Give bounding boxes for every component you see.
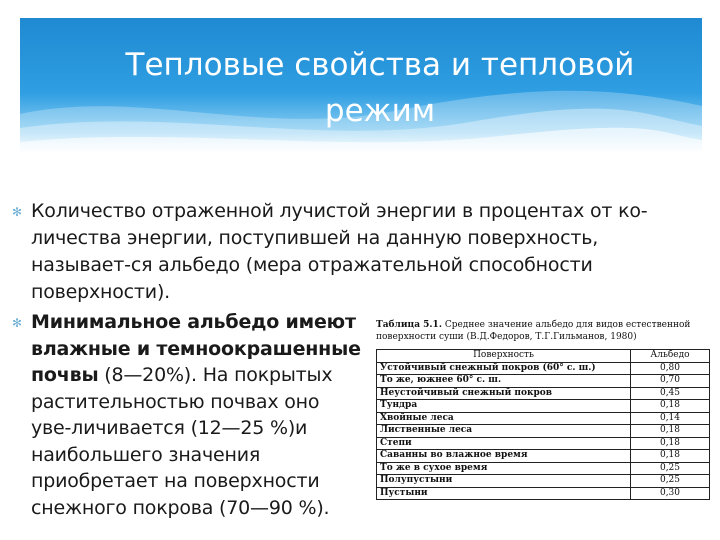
cell-albedo: 0,80: [631, 362, 710, 375]
cell-surface: То же, южнее 60° с. ш.: [377, 375, 631, 388]
table-row: [377, 450, 710, 463]
cell-albedo: 0,45: [631, 387, 710, 400]
cell-albedo: 0,18: [631, 425, 710, 438]
table-row: [377, 362, 710, 375]
header-albedo: Альбедо: [631, 350, 710, 363]
cell-albedo: 0,18: [631, 400, 710, 413]
cell-surface: Саванны во влажное время: [377, 450, 631, 463]
paragraph-min-albedo: [31, 309, 361, 521]
cell-surface: Лиственные леса: [377, 425, 631, 438]
bullet-icon: ✻: [12, 205, 23, 219]
cell-surface: Хвойные леса: [377, 412, 631, 425]
table-row: [377, 475, 710, 488]
cell-surface: Тундра: [377, 400, 631, 413]
paragraph-albedo-definition: Количество отраженной лучистой энергии в процентах от ко-личества энергии, поступившей на данную поверхность, называет-ся альбедо (мера отражательной способности поверхности).: [31, 200, 648, 303]
table-row: [377, 375, 710, 388]
cell-surface: Полупустыни: [377, 475, 631, 488]
table-row: [377, 412, 710, 425]
title-banner: [20, 18, 702, 154]
table-row: [377, 487, 710, 500]
cell-albedo: 0,25: [631, 462, 710, 475]
cell-surface: То же в сухое время: [377, 462, 631, 475]
slide-title: Тепловые свойства и тепловой режим: [125, 47, 635, 129]
cell-albedo: 0,30: [631, 487, 710, 500]
cell-albedo: 0,70: [631, 375, 710, 388]
cell-surface: Степи: [377, 437, 631, 450]
table-row: [377, 425, 710, 438]
cell-surface: Пустыни: [377, 487, 631, 500]
table-row: [377, 400, 710, 413]
cell-surface: Устойчивый снежный покров (60° с. ш.): [377, 362, 631, 375]
header-surface: Поверхность: [377, 350, 631, 363]
cell-albedo: 0,25: [631, 475, 710, 488]
table-row: [377, 437, 710, 450]
cell-albedo: 0,18: [631, 437, 710, 450]
table-caption: [376, 319, 710, 343]
bullet-icon: ✻: [12, 316, 23, 330]
paragraph-rest: (8—20%). На покрытых растительностью почвах оно уве-личивается (12—25 %)и наибольшего значения приобретает на поверхности снежного покрова (70—90 %).: [31, 364, 333, 519]
cell-albedo: 0,14: [631, 412, 710, 425]
table-caption-text: Среднее значение альбедо для видов естественной поверхности суши (В.Д.Федоров, Т.Г.Гильманов, 1980): [376, 320, 691, 342]
table-header-row: [377, 350, 710, 363]
table-row: [377, 462, 710, 475]
cell-albedo: 0,18: [631, 450, 710, 463]
cell-surface: Неустойчивый снежный покров: [377, 387, 631, 400]
albedo-table: [376, 349, 710, 500]
table-row: [377, 387, 710, 400]
table-number: Таблица 5.1.: [376, 320, 442, 330]
paragraph-bold-lead: Минимальное альбедо имеют влажные и темноокрашенные почвы: [31, 311, 361, 386]
